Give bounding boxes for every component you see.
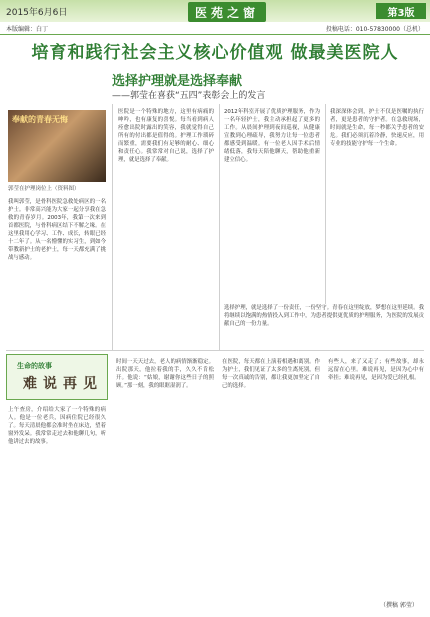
section-divider: [6, 350, 424, 351]
photo-caption: 郭莹在护理岗位上（资料图）: [8, 186, 80, 192]
article-subtitle: ——郭莹在喜获“五四”表彰会上的发言: [112, 91, 266, 101]
column-2: 医院是一个特殊的地方，这里有病痛的呻吟，也有康复的喜悦。每当看到病人痊愈出院时露出的笑容，我就觉得自己所有的付出都是值得的。护理工作琐碎而繁重，需要我们有足够的耐心、细心和责任心。我常常对自己说，选择了护理，就是选择了奉献。: [118, 109, 214, 163]
page-headline: 培育和践行社会主义核心价值观 做最美医院人: [31, 43, 399, 63]
column-3: 2012年科室开展了优质护理服务，作为一名年轻护士，我主动承担起了更多的工作。从晨间护理到夜间巡视，从健康宣教到心理疏导，我努力让每一位患者都感受到温暖。有一位老人因手术后情绪低落，我每天陪他聊天，帮助他重新建立信心。: [224, 109, 320, 163]
issue-date: 2015年6月6日: [6, 8, 68, 18]
byline-tag: （撰稿 郭莹）: [380, 602, 418, 609]
column-5: 选择护理，就是选择了一份责任，一份坚守。青春在这里绽放，梦想在这里延续。我将继续以饱满的热情投入到工作中，为患者提供更优质的护理服务，为医院的发展贡献自己的一份力量。: [224, 305, 424, 327]
story-title: 难说再见: [23, 376, 103, 392]
story-column-3: 在医院，每天都在上演着相遇和离别。作为护士，我们见证了太多的生离死别，但每一次真诚的告别，都让我更加坚定了自己的选择。: [222, 359, 320, 389]
editor-line: 本版编辑：白丁: [6, 26, 49, 33]
article-photo: [8, 110, 106, 182]
story-column-2: 时间一天天过去，老人的病情渐渐稳定。出院那天，他拉着我的手，久久不肯松开。他说：“姑娘，谢谢你这些日子的照顾。”那一刻，我的眼眶湿润了。: [116, 359, 214, 389]
column-4: 我深深体会到，护士不仅是医嘱的执行者，更是患者的守护者。在急救现场，时间就是生命，每一秒都关乎患者的安危。我们必须沉着冷静，快速反应，用专业的技能守护每一个生命。: [330, 109, 424, 147]
contact-line: 投稿电话：010-57830000（总机）: [325, 26, 424, 33]
photo-label: 奉献的青春无悔: [12, 115, 68, 124]
story-column-4: 有些人，来了又走了；有些故事，却永远留在心里。难说再见，是因为心中有牵挂；难说再见，是因为爱已经扎根。: [328, 359, 424, 381]
column-divider: [325, 104, 326, 304]
column-divider: [112, 104, 113, 350]
column-divider: [219, 104, 220, 350]
page-number: 第3版: [376, 3, 426, 19]
story-tag: 生命的故事: [17, 362, 52, 370]
article-title: 选择护理就是选择奉献: [112, 74, 243, 89]
column-1: 我叫郭莹，是骨科医院急救处病区的一名护士。非常高兴能为大家一起分享我在急救的青春岁月。2003年，我第一次来到首都医院，与骨科病区结下不解之缘。在这里我用心学习、工作、成长，转眼已经十二年了。从一名懵懂的实习生，到如今带教新护士的老护士，每一天都充满了挑战与感动。: [8, 199, 106, 261]
top-band: [0, 0, 430, 22]
masthead: 医苑之窗: [188, 2, 266, 22]
subheader: [0, 22, 430, 35]
story-header-box: [6, 354, 108, 400]
story-column-1: 上午查房，介绍给大家了一个特殊的病人。他是一位老兵，因病住院已经很久了。每天清晨他都会准时坐在床边，望着窗外发呆。我常常走过去和他聊几句，听他讲过去的故事。: [8, 407, 106, 445]
